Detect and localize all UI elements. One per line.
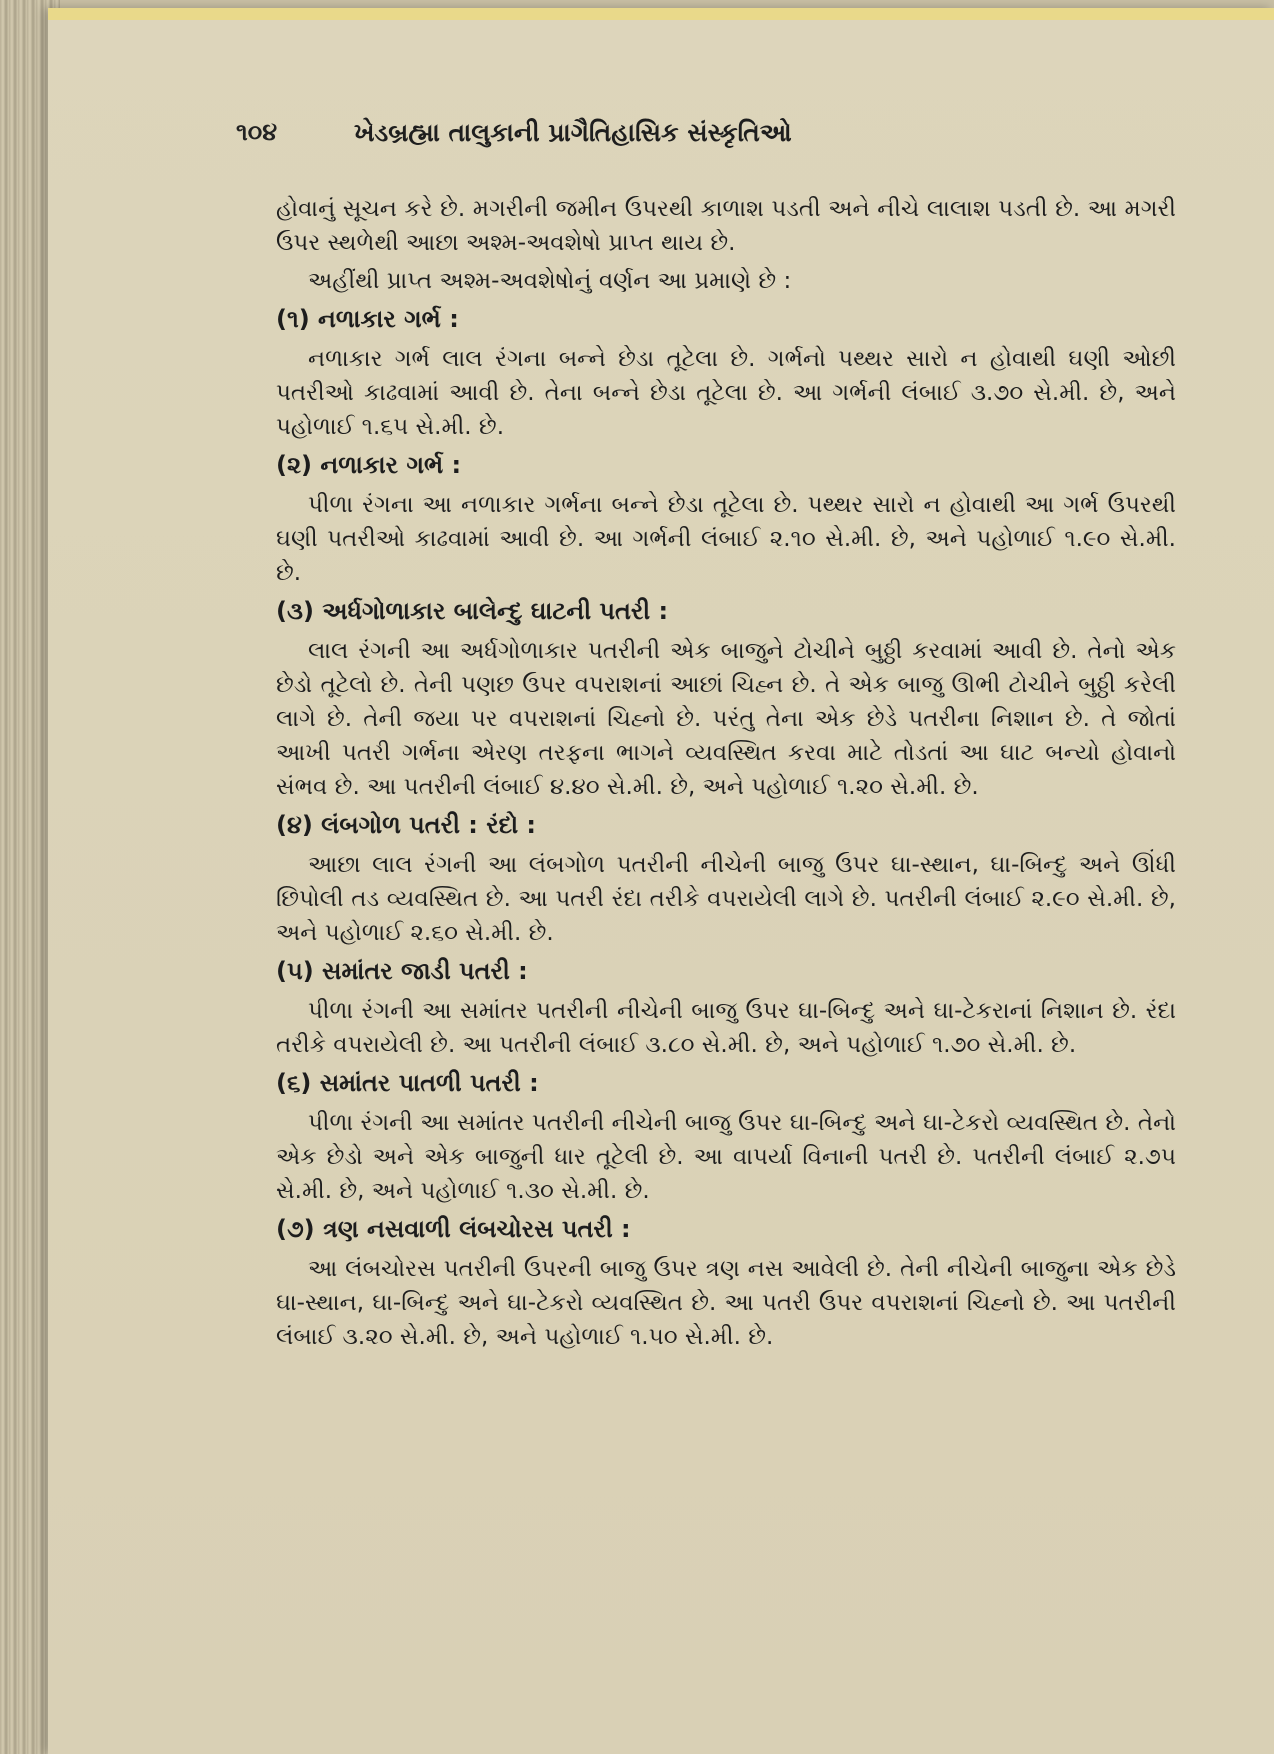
section-text-4: આછા લાલ રંગની આ લંબગોળ પતરીની નીચેની બાજુ ઉપર ઘા-સ્થાન, ઘા-બિન્દુ અને ઊંધી છિપોલી તડ વ્યવસ્થિત છે. આ પતરી રંદા તરીકે વપરાયેલી લાગે છે. પતરીની લંબાઈ ૨.૯૦ સે.મી. છે, અને પહોળાઈ ૨.૬૦ સે.મી. છે. (276, 852, 1176, 946)
section-heading-7: (૭) ત્રણ નસવાળી લંબચોરસ પતરી : (276, 1215, 631, 1243)
running-title: ખેડબ્રહ્મા તાલુકાની પ્રાગૈતિહાસિક સંસ્કૃતિઓ (354, 118, 792, 147)
page-header (236, 118, 996, 158)
section-heading-1: (૧) નળાકાર ગર્ભ : (276, 305, 459, 333)
section-heading-4: (૪) લંબગોળ પતરી : રંદો : (276, 811, 537, 839)
page-number: ૧૦૪ (236, 118, 278, 146)
section-text-7: આ લંબચોરસ પતરીની ઉપરની બાજુ ઉપર ત્રણ નસ આવેલી છે. તેની નીચેની બાજુના એક છેડે ઘા-સ્થાન, ઘા-બિન્દુ અને ઘા-ટેકરો વ્યવસ્થિત છે. આ પતરી ઉપર વપરાશનાં ચિહ્નો છે. આ પતરીની લંબાઈ ૩.૨૦ સે.મી. છે, અને પહોળાઈ ૧.૫૦ સે.મી. છે. (276, 1256, 1176, 1350)
page-body (276, 192, 1176, 1358)
section-text-6: પીળા રંગની આ સમાંતર પતરીની નીચેની બાજુ ઉપર ઘા-બિન્દુ અને ઘા-ટેકરો વ્યવસ્થિત છે. તેનો એક છેડો અને એક બાજુની ધાર તૂટેલી છે. આ વાપર્યા વિનાની પતરી છે. પતરીની લંબાઈ ૨.૭૫ સે.મી. છે, અને પહોળાઈ ૧.૩૦ સે.મી. છે. (276, 1110, 1176, 1204)
intro-lead-paragraph: અહીંથી પ્રાપ્ત અશ્મ-અવશેષોનું વર્ણન આ પ્રમાણે છે : (308, 268, 792, 294)
intro-paragraph: હોવાનું સૂચન કરે છે. મગરીની જમીન ઉપરથી કાળાશ પડતી અને નીચે લાલાશ પડતી છે. આ મગરી ઉપર સ્થળેથી આછા અશ્મ-અવશેષો પ્રાપ્ત થાય છે. (276, 196, 1176, 256)
section-text-5: પીળા રંગની આ સમાંતર પતરીની નીચેની બાજુ ઉપર ઘા-બિન્દુ અને ઘા-ટેકરાનાં નિશાન છે. રંદા તરીકે વપરાયેલી છે. આ પતરીની લંબાઈ ૩.૮૦ સે.મી. છે, અને પહોળાઈ ૧.૭૦ સે.મી. છે. (276, 998, 1176, 1058)
section-text-3: લાલ રંગની આ અર્ધગોળાકાર પતરીની એક બાજુને ટોચીને બુઠ્ઠી કરવામાં આવી છે. તેનો એક છેડો તૂટેલો છે. તેની પણછ ઉપર વપરાશનાં આછાં ચિહ્ન છે. તે એક બાજુ ઊભી ટોચીને બુઠ્ઠી કરેલી લાગે છે. તેની જયા પર વપરાશનાં ચિહ્નો છે. પરંતુ તેના એક છેડે પતરીના નિશાન છે. તે જોતાં આખી પતરી ગર્ભના એરણ તરફના ભાગને વ્યવસ્થિત કરવા માટે તોડતાં આ ઘાટ બન્યો હોવાનો સંભવ છે. આ પતરીની લંબાઈ ૪.૪૦ સે.મી. છે, અને પહોળાઈ ૧.૨૦ સે.મી. છે. (276, 638, 1176, 800)
section-text-1: નળાકાર ગર્ભ લાલ રંગના બન્ને છેડા તૂટેલા છે. ગર્ભનો પથ્થર સારો ન હોવાથી ઘણી ઓછી પતરીઓ કાઢવામાં આવી છે. તેના બન્ને છેડા તૂટેલા છે. આ ગર્ભની લંબાઈ ૩.૭૦ સે.મી. છે, અને પહોળાઈ ૧.૬૫ સે.મી. છે. (276, 346, 1176, 440)
section-heading-6: (૬) સમાંતર પાતળી પતરી : (276, 1069, 539, 1097)
section-heading-3: (૩) અર્ધગોળાકાર બાલેન્દુ ઘાટની પતરી : (276, 597, 669, 625)
top-edge-strip (48, 8, 1274, 20)
section-heading-2: (૨) નળાકાર ગર્ભ : (276, 451, 462, 479)
section-heading-5: (૫) સમાંતર જાડી પતરી : (276, 957, 528, 985)
section-text-2: પીળા રંગના આ નળાકાર ગર્ભના બન્ને છેડા તૂટેલા છે. પથ્થર સારો ન હોવાથી આ ગર્ભ ઉપરથી ઘણી પતરીઓ કાઢવામાં આવી છે. આ ગર્ભની લંબાઈ ૨.૧૦ સે.મી. છે, અને પહોળાઈ ૧.૯૦ સે.મી. છે. (276, 492, 1176, 586)
